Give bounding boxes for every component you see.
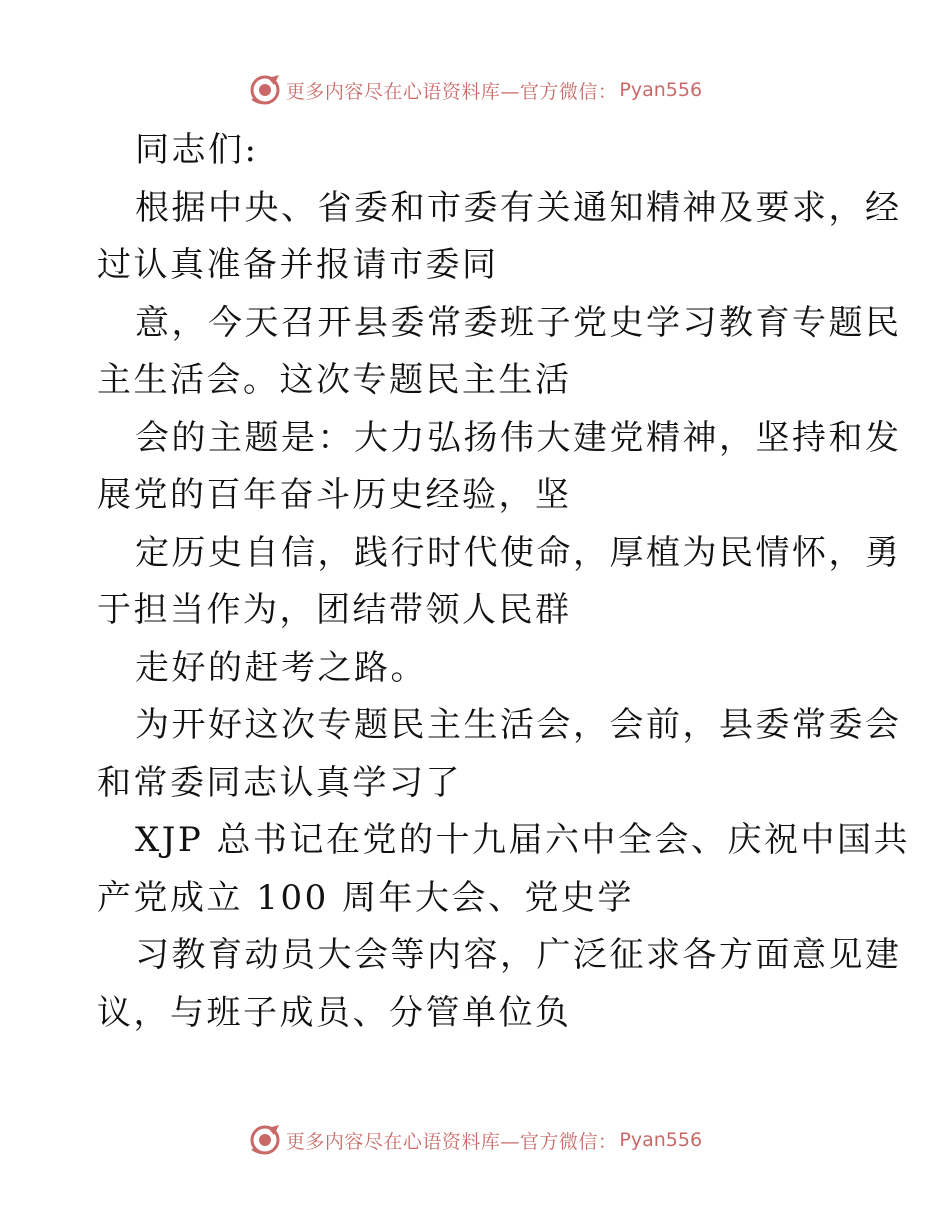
pen-logo-icon: [248, 73, 282, 107]
text-line: XJP 总书记在党的十九届六中全会、庆祝中国共: [135, 820, 911, 860]
pen-logo-icon: [248, 1123, 282, 1157]
text-line: 会的主题是：大力弘扬伟大建党精神，坚持和发: [135, 417, 902, 458]
text-line: 于担当作为，团结带领人民群: [97, 590, 572, 630]
footer-watermark: [0, 1120, 950, 1160]
text-line: 走好的赶考之路。: [135, 647, 427, 688]
text-line: 产党成立 100 周年大会、党史学: [97, 877, 635, 918]
text-line: 为开好这次专题民主生活会，会前，县委常委会: [135, 705, 902, 745]
text-line: 过认真准备并报请市委同: [97, 245, 499, 285]
text-line: 意，今天召开县委常委班子党史学习教育专题民: [135, 302, 902, 343]
text-line: 定历史自信，践行时代使命，厚植为民情怀，勇: [135, 532, 902, 573]
text-line: 根据中央、省委和市委有关通知精神及要求，经: [135, 187, 902, 228]
text-line: 习教育动员大会等内容，广泛征求各方面意见建: [135, 935, 902, 975]
watermark-wechat-id: Pyan556: [619, 1129, 703, 1151]
text-line: 和常委同志认真学习了: [97, 762, 462, 803]
text-line: 议，与班子成员、分管单位负: [97, 992, 572, 1033]
body-text: [97, 122, 911, 1042]
header-watermark: [0, 70, 950, 110]
text-line: 展党的百年奋斗历史经验，坚: [97, 475, 572, 515]
text-line: 主生活会。这次专题民主生活: [97, 360, 572, 400]
watermark-text: 更多内容尽在心语资料库—官方微信：: [285, 1130, 618, 1153]
watermark-text: 更多内容尽在心语资料库—官方微信：: [285, 80, 618, 103]
watermark-wechat-id: Pyan556: [619, 79, 703, 101]
text-line: 同志们:: [135, 130, 259, 170]
